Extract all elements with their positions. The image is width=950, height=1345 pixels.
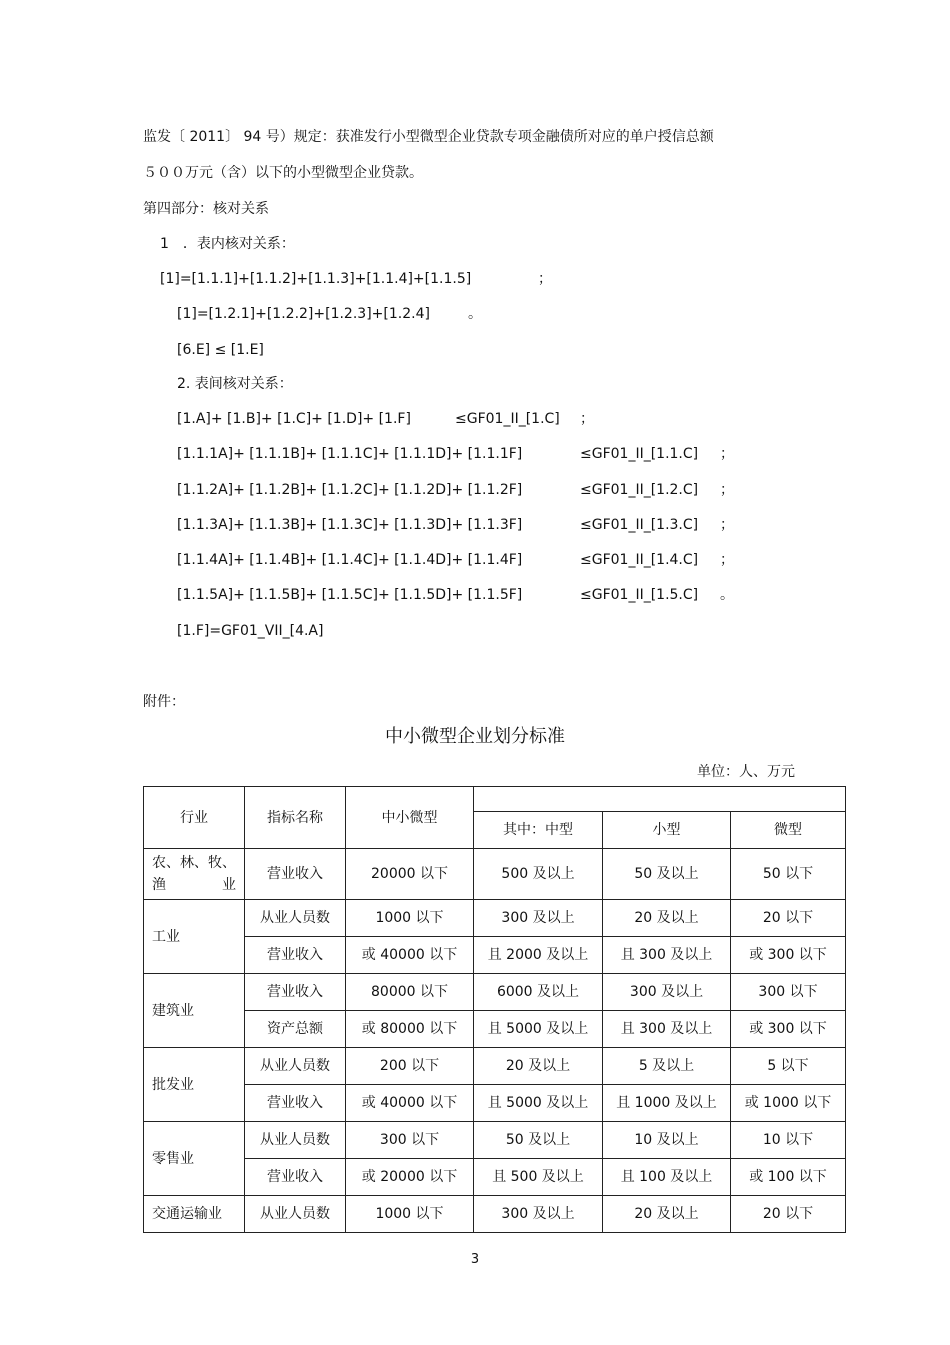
header-small: 小型: [603, 812, 731, 849]
relation-lhs: [1.1.3A]+ [1.1.3B]+ [1.1.3C]+ [1.1.3D]+ [1.1.3F]: [177, 517, 523, 533]
table-row: [144, 937, 846, 974]
paragraph-line-1: 监发〔 2011〕 94 号）规定：获准发行小型微型企业贷款专项金融债所对应的单户授信总额: [143, 129, 714, 145]
micro-cell: 5 以下: [731, 1048, 846, 1085]
industry-cell: 交通运输业: [144, 1196, 245, 1233]
table-row: [144, 1196, 846, 1233]
micro-cell: 或 300 以下: [731, 1011, 846, 1048]
micro-cell: 10 以下: [731, 1122, 846, 1159]
relation-end: ；: [720, 517, 734, 533]
indicator-cell: 从业人员数: [245, 1196, 346, 1233]
industry-cell: 零售业: [144, 1122, 245, 1196]
micro-cell: 或 1000 以下: [731, 1085, 846, 1122]
item-1-heading: 1 ．表内核对关系：: [160, 236, 295, 252]
header-medium: 其中：中型: [474, 812, 603, 849]
small-cell: 300 及以上: [603, 974, 731, 1011]
indicator-cell: 资产总额: [245, 1011, 346, 1048]
micro-cell: 或 300 以下: [731, 937, 846, 974]
medium-cell: 且 500 及以上: [474, 1159, 603, 1196]
relation-end: ；: [720, 446, 734, 462]
small-cell: 10 及以上: [603, 1122, 731, 1159]
small-cell: 且 100 及以上: [603, 1159, 731, 1196]
medium-cell: 且 2000 及以上: [474, 937, 603, 974]
industry-cell: 工业: [144, 900, 245, 974]
industry-cell: 农、林、牧、渔业: [144, 849, 245, 900]
relation-end: ；: [720, 552, 734, 568]
header-sme: 中小微型: [346, 787, 474, 849]
small-cell: 且 300 及以上: [603, 1011, 731, 1048]
indicator-cell: 营业收入: [245, 974, 346, 1011]
small-cell: 20 及以上: [603, 1196, 731, 1233]
micro-cell: 或 100 以下: [731, 1159, 846, 1196]
table-row: [144, 1048, 846, 1085]
medium-cell: 300 及以上: [474, 1196, 603, 1233]
relation-rhs: ≤GF01_II_[1.4.C]: [580, 552, 699, 568]
medium-cell: 6000 及以上: [474, 974, 603, 1011]
relation-end: 。: [720, 587, 734, 603]
table-row: [144, 1085, 846, 1122]
sme-cell: 200 以下: [346, 1048, 474, 1085]
unit-label: 单位：人、万元: [697, 764, 795, 780]
attachment-label: 附件：: [143, 694, 185, 710]
micro-cell: 300 以下: [731, 974, 846, 1011]
relation-end: ；: [580, 411, 594, 427]
table-row: [144, 974, 846, 1011]
relation-end: ；: [720, 482, 734, 498]
small-cell: 50 及以上: [603, 849, 731, 900]
sme-cell: 1000 以下: [346, 1196, 474, 1233]
sme-cell: 或 20000 以下: [346, 1159, 474, 1196]
small-cell: 20 及以上: [603, 900, 731, 937]
relation-lhs: [1.1.5A]+ [1.1.5B]+ [1.1.5C]+ [1.1.5D]+ [1.1.5F]: [177, 587, 523, 603]
micro-cell: 50 以下: [731, 849, 846, 900]
sme-cell: 300 以下: [346, 1122, 474, 1159]
formula-3: [6.E] ≤ [1.E]: [177, 342, 264, 358]
small-cell: 且 300 及以上: [603, 937, 731, 974]
indicator-cell: 营业收入: [245, 937, 346, 974]
micro-cell: 20 以下: [731, 900, 846, 937]
paragraph-line-2: ５００万元（含）以下的小型微型企业贷款。: [143, 165, 423, 181]
small-cell: 且 1000 及以上: [603, 1085, 731, 1122]
sme-cell: 1000 以下: [346, 900, 474, 937]
medium-cell: 且 5000 及以上: [474, 1085, 603, 1122]
sme-cell: 或 80000 以下: [346, 1011, 474, 1048]
medium-cell: 50 及以上: [474, 1122, 603, 1159]
relation-lhs: [1.A]+ [1.B]+ [1.C]+ [1.D]+ [1.F]: [177, 411, 411, 427]
indicator-cell: 营业收入: [245, 1159, 346, 1196]
table-row: [144, 849, 846, 900]
indicator-cell: 从业人员数: [245, 1122, 346, 1159]
sme-cell: 20000 以下: [346, 849, 474, 900]
medium-cell: 20 及以上: [474, 1048, 603, 1085]
micro-cell: 20 以下: [731, 1196, 846, 1233]
formula-1-end: ；: [538, 271, 552, 287]
indicator-cell: 营业收入: [245, 849, 346, 900]
formula-2-end: 。: [468, 306, 482, 322]
enterprise-classification-table: [143, 786, 846, 1233]
industry-cell: 建筑业: [144, 974, 245, 1048]
indicator-cell: 从业人员数: [245, 900, 346, 937]
section-heading: 第四部分：核对关系: [143, 201, 269, 217]
indicator-cell: 从业人员数: [245, 1048, 346, 1085]
indicator-cell: 营业收入: [245, 1085, 346, 1122]
table-title: 中小微型企业划分标准: [385, 726, 565, 747]
sme-cell: 80000 以下: [346, 974, 474, 1011]
table-row: [144, 1011, 846, 1048]
sme-cell: 或 40000 以下: [346, 937, 474, 974]
medium-cell: 且 5000 及以上: [474, 1011, 603, 1048]
small-cell: 5 及以上: [603, 1048, 731, 1085]
header-micro: 微型: [731, 812, 846, 849]
item-2-heading: 2. 表间核对关系：: [177, 376, 293, 392]
relation-rhs: ≤GF01_II_[1.2.C]: [580, 482, 699, 498]
page-number: 3: [470, 1252, 480, 1267]
relation-rhs: ≤GF01_II_[1.5.C]: [580, 587, 699, 603]
medium-cell: 300 及以上: [474, 900, 603, 937]
table-row: [144, 1159, 846, 1196]
relation-lhs: [1.1.1A]+ [1.1.1B]+ [1.1.1C]+ [1.1.1D]+ [1.1.1F]: [177, 446, 523, 462]
relation-rhs: ≤GF01_II_[1.3.C]: [580, 517, 699, 533]
table-row: [144, 900, 846, 937]
header-indicator: 指标名称: [245, 787, 346, 849]
header-blank: [474, 787, 846, 812]
relation-rhs: ≤GF01_II_[1.1.C]: [580, 446, 699, 462]
sme-cell: 或 40000 以下: [346, 1085, 474, 1122]
relation-lhs: [1.1.2A]+ [1.1.2B]+ [1.1.2C]+ [1.1.2D]+ [1.1.2F]: [177, 482, 523, 498]
formula-1: [1]=[1.1.1]+[1.1.2]+[1.1.3]+[1.1.4]+[1.1.5]: [160, 271, 472, 287]
relation-lhs: [1.1.4A]+ [1.1.4B]+ [1.1.4C]+ [1.1.4D]+ [1.1.4F]: [177, 552, 523, 568]
table-row: [144, 1122, 846, 1159]
formula-last: [1.F]=GF01_VII_[4.A]: [177, 623, 324, 639]
formula-2: [1]=[1.2.1]+[1.2.2]+[1.2.3]+[1.2.4]: [177, 306, 430, 322]
header-industry: 行业: [144, 787, 245, 849]
industry-cell: 批发业: [144, 1048, 245, 1122]
medium-cell: 500 及以上: [474, 849, 603, 900]
relation-rhs: ≤GF01_II_[1.C]: [455, 411, 560, 427]
